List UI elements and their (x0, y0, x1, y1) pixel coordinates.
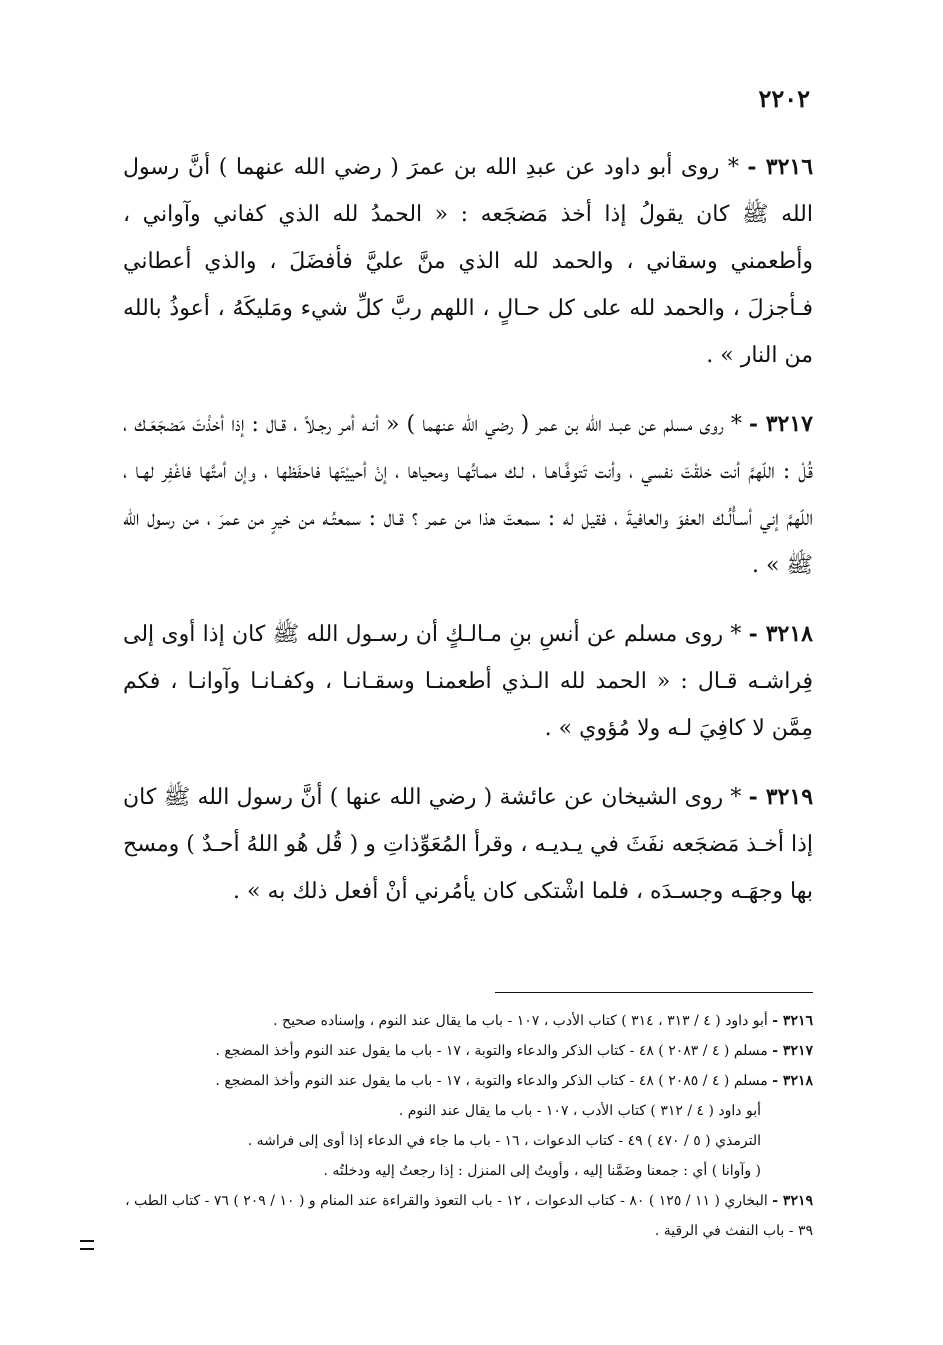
footnote-text: الترمذي ( ٥ / ٤٧٠ ) ٤٩ - كتاب الدعوات ، ١٦ - باب ما جاء في الدعاء إذا أوى إلى فراشه . (247, 1133, 761, 1149)
footnote-3217 (113, 1036, 813, 1066)
footnote-divider (495, 992, 813, 993)
footnote-3218 (113, 1066, 813, 1096)
hadith-text: * روى أبو داود عن عبدِ الله بن عمرَ ( رضي الله عنهما ) أنَّ رسول الله ﷺ كان يقولُ إذا أخذ مَضجَعه : « الحمدُ لله الذي كفاني وآواني ، وأطعمني وسقاني ، والحمد لله الذي منَّ عليَّ فأفضَلَ ، والذي أعطاني فـأجزلَ ، والحمد لله على كل حـالٍ ، اللهم ربَّ كلِّ شيء ومَليكَهُ ، أعوذُ بالله من النار » . (123, 155, 813, 368)
footnote-3216 (113, 1006, 813, 1036)
footnote-number: ٣٢١٧ - (772, 1043, 813, 1059)
margin-mark (80, 1240, 94, 1250)
hadith-3219 (123, 774, 813, 915)
page-number: ٢٢٠٢ (758, 84, 810, 113)
footnote-text: مسلم ( ٤ / ٢٠٨٣ ) ٤٨ - كتاب الذكر والدعاء والتوبة ، ١٧ - باب ما يقول عند النوم وأخذ المضجع . (215, 1043, 768, 1059)
hadith-3216 (123, 144, 813, 379)
footnote-3219 (113, 1186, 813, 1246)
hadith-3217 (123, 401, 813, 589)
hadith-text: * روى مسلم عن أنسِ بنِ مـالـكٍ أن رسـول الله ﷺ كان إذا أوى إلى فِراشـه قـال : « الحمد لله الـذي أطعمنـا وسقـانـا ، وكفـانـا وآوانـا ، فكم مِمَّن لا كافِيَ لـه ولا مُؤوي » . (123, 622, 813, 741)
hadith-section (123, 144, 813, 937)
footnote-number: ٣٢١٦ - (772, 1013, 813, 1029)
hadith-text: * روى مسلم عن عبـد الله بن عمر ( رضي الله عنهما ) « أنـه أمر رجـلاً ، قـال : إذا أخذْتَ مَضجَعَـك ، قُلْ : اللّهمَّ أنت خلقْتَ نفسي ، وأنت تَتوفَّـاهـا ، لـك ممـاتُهـا ومحياها ، إنْ أحييْتَها فاحفَظها ، وإن أمتَّها فاغْفِر لهـا ، اللّهمَّ إني أسـأْلُـك العفوَ والعافيةَ ، فقيل له : سمعتَ هذا من عمر ؟ قـال : سمعتُـه من خيرٍ من عمرَ ، من رسول الله ﷺ » . (123, 412, 813, 578)
hadith-3218 (123, 611, 813, 752)
hadith-text: * روى الشيخان عن عائشة ( رضي الله عنها ) أنَّ رسول الله ﷺ كان إذا أخـذ مَضجَعه نفَثَ في يـديـه ، وقرأ المُعَوِّذاتِ و ( قُل هُو اللهُ أحـدٌ ) ومسح بها وجهَـه وجسـدَه ، فلما اشْتكى كان يأمُرني أنْ أفعل ذلك به » . (123, 785, 813, 904)
footnote-text: مسلم ( ٤ / ٢٠٨٥ ) ٤٨ - كتاب الذكر والدعاء والتوبة ، ١٧ - باب ما يقول عند النوم وأخذ المضجع . (215, 1073, 768, 1089)
footnote-text: البخاري ( ١١ / ١٢٥ ) ٨٠ - كتاب الدعوات ، ١٢ - باب التعوذ والقراءة عند المنام و ( ١٠ / ٢٠٩ ) ٧٦ - كتاب الطب ، ٣٩ - باب النفث في الرقية . (125, 1193, 813, 1239)
footnotes-section (113, 1006, 813, 1246)
footnote-3218-gloss (113, 1156, 813, 1186)
footnote-3218-abudawud (113, 1096, 813, 1126)
footnote-text: أبو داود ( ٤ / ٣١٣ ، ٣١٤ ) كتاب الأدب ، ١٠٧ - باب ما يقال عند النوم ، وإسناده صحيح . (273, 1013, 768, 1029)
hadith-number: ٣٢١٨ - (748, 621, 813, 647)
footnote-3218-tirmidhi (113, 1126, 813, 1156)
footnote-number: ٣٢١٨ - (772, 1073, 813, 1089)
footnote-number: ٣٢١٩ - (772, 1193, 813, 1209)
hadith-number: ٣٢١٧ - (748, 411, 813, 437)
footnote-text: ( وآوانا ) أي : جمعنا وضَمَّنا إليه ، وأويتُ إلى المنزل : إذا رجعتُ إليه ودخلتُه . (323, 1163, 761, 1179)
footnote-text: أبو داود ( ٤ / ٣١٢ ) كتاب الأدب ، ١٠٧ - باب ما يقال عند النوم . (398, 1103, 761, 1119)
hadith-number: ٣٢١٦ - (747, 154, 814, 180)
hadith-number: ٣٢١٩ - (748, 784, 814, 810)
